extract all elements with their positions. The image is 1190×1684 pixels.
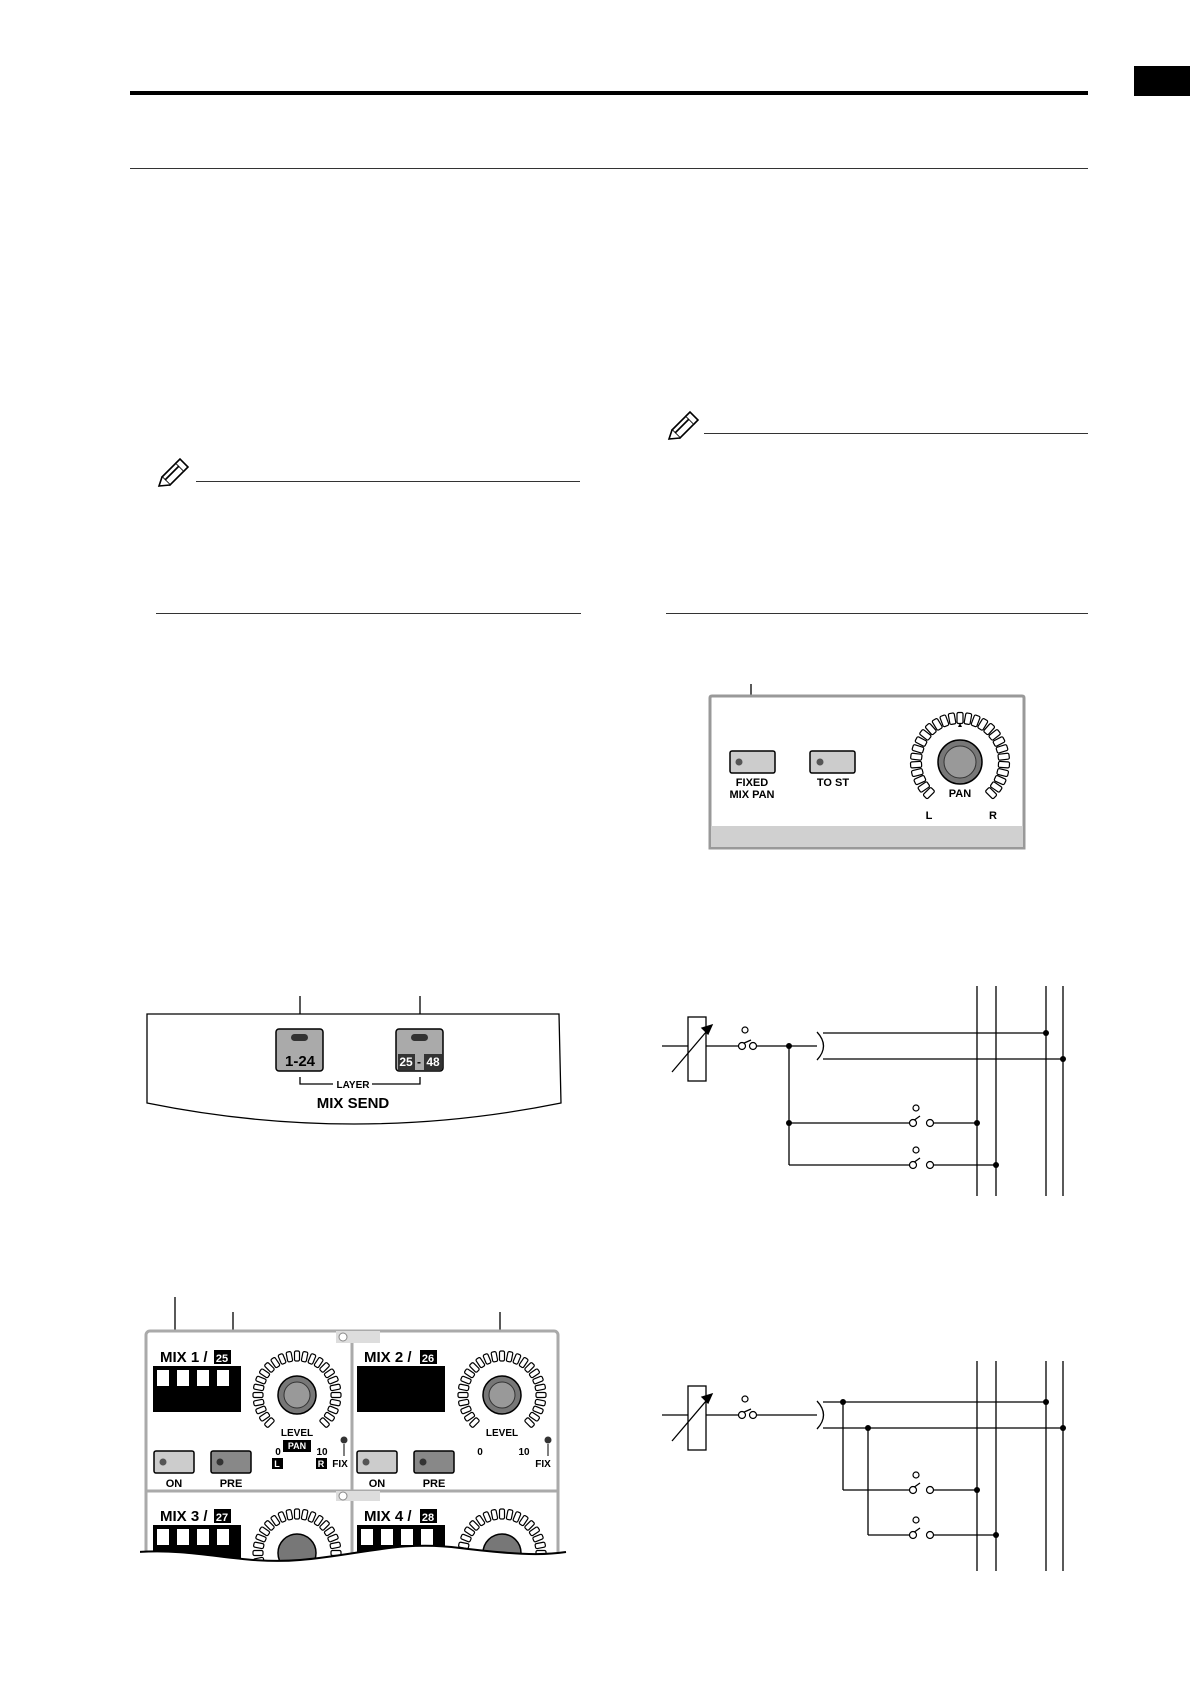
pan-l-label: L xyxy=(925,810,933,822)
mix1-l-label: L xyxy=(274,1459,280,1469)
led-segment xyxy=(330,1399,341,1406)
display-cell xyxy=(197,1529,209,1545)
note-pencil-icon xyxy=(666,408,700,442)
layer-48-label: 48 xyxy=(426,1055,440,1069)
led-segment xyxy=(286,1351,293,1362)
led-segment xyxy=(535,1384,546,1391)
led-segment xyxy=(301,1509,308,1520)
led-segment xyxy=(491,1351,498,1362)
signal-flow-diagram-2 xyxy=(655,1355,1075,1575)
led-segment xyxy=(253,1393,263,1398)
display-cell xyxy=(177,1370,189,1386)
led-segment xyxy=(948,713,956,725)
led-segment xyxy=(506,1351,513,1362)
led-segment xyxy=(458,1399,469,1406)
led-segment xyxy=(910,761,921,768)
led-segment xyxy=(500,1351,505,1361)
mix4-num: 28 xyxy=(421,1512,435,1524)
to-st-button[interactable] xyxy=(810,751,855,773)
mix1-pre-label: PRE xyxy=(219,1478,243,1490)
mix2-on-label: ON xyxy=(368,1478,386,1490)
display-cell xyxy=(217,1370,229,1386)
subsection-rule-right xyxy=(666,613,1088,614)
led-segment xyxy=(535,1542,546,1549)
mix2-fix-label: FIX xyxy=(535,1459,551,1470)
led-segment xyxy=(910,753,922,760)
mix3-num: 27 xyxy=(215,1512,229,1524)
led-segment xyxy=(253,1399,264,1406)
led-segment xyxy=(295,1509,300,1519)
note-rule-right xyxy=(704,433,1088,434)
mix2-ten-label: 10 xyxy=(518,1447,530,1458)
mix1-fix-label: FIX xyxy=(332,1459,348,1470)
mix1-on-button[interactable] xyxy=(154,1451,194,1473)
display-cell xyxy=(421,1529,433,1545)
display-cell xyxy=(361,1529,373,1545)
mix1-label: MIX 1 / xyxy=(160,1349,208,1366)
header-rule xyxy=(130,91,1088,95)
mix2-num: 26 xyxy=(421,1353,435,1365)
signal-flow-diagram-1 xyxy=(655,980,1075,1200)
mix1-r-label: R xyxy=(317,1459,325,1469)
display-cell xyxy=(197,1370,209,1386)
led-segment xyxy=(535,1399,546,1406)
led-segment xyxy=(998,761,1009,768)
led-segment xyxy=(458,1384,469,1391)
led-segment xyxy=(330,1542,341,1549)
mix2-pre-button[interactable] xyxy=(414,1451,454,1473)
led-segment xyxy=(536,1393,546,1398)
layer-label: LAYER xyxy=(336,1080,370,1091)
to-st-label: TO ST xyxy=(816,777,850,789)
mix1-pan-label: PAN xyxy=(287,1441,307,1451)
chapter-tab xyxy=(1134,66,1190,96)
mix2-display xyxy=(357,1366,445,1412)
led-segment xyxy=(500,1509,505,1519)
layer-25-label: 25 xyxy=(399,1055,413,1069)
led-segment xyxy=(331,1393,341,1398)
mix1-ten-label: 10 xyxy=(316,1447,328,1458)
mix2-level-label: LEVEL xyxy=(485,1428,519,1439)
display-cell xyxy=(177,1529,189,1545)
mix2-label: MIX 2 / xyxy=(364,1349,412,1366)
led-segment xyxy=(964,713,972,725)
mix1-num: 25 xyxy=(215,1353,229,1365)
mix3-label: MIX 3 / xyxy=(160,1508,208,1525)
led-segment xyxy=(295,1351,300,1361)
led-segment xyxy=(253,1551,263,1556)
mix1-zero-label: 0 xyxy=(275,1447,281,1458)
pan-r-label: R xyxy=(989,810,997,822)
led-segment xyxy=(286,1509,293,1520)
led-segment xyxy=(506,1509,513,1520)
led-segment xyxy=(253,1542,264,1549)
fixed-mix-pan-button[interactable] xyxy=(730,751,775,773)
display-cell xyxy=(381,1529,393,1545)
pan-label: PAN xyxy=(948,788,972,800)
pan-panel-illustration xyxy=(700,680,1030,852)
mix-send-layer-illustration xyxy=(140,990,570,1126)
mix2-on-button[interactable] xyxy=(357,1451,397,1473)
led-segment xyxy=(330,1384,341,1391)
display-cell xyxy=(401,1529,413,1545)
led-segment xyxy=(458,1393,468,1398)
note-rule-left xyxy=(196,481,580,482)
led-segment xyxy=(957,713,963,724)
display-cell xyxy=(217,1529,229,1545)
mix-section-illustration xyxy=(140,1290,570,1570)
fixed-label: FIXED xyxy=(735,777,769,789)
subsection-rule-left xyxy=(156,613,581,614)
led-segment xyxy=(491,1509,498,1520)
layer-1-24-label: 1-24 xyxy=(284,1053,316,1070)
mix2-zero-label: 0 xyxy=(477,1447,483,1458)
section-rule xyxy=(130,168,1088,169)
svg-text:-: - xyxy=(417,1055,421,1069)
mix1-level-label: LEVEL xyxy=(280,1428,314,1439)
mix-send-title: MIX SEND xyxy=(316,1095,390,1112)
mix2-pre-label: PRE xyxy=(422,1478,446,1490)
mix-pan-label: MIX PAN xyxy=(729,789,775,801)
display-cell xyxy=(157,1370,169,1386)
led-segment xyxy=(253,1384,264,1391)
mix4-label: MIX 4 / xyxy=(364,1508,412,1525)
led-segment xyxy=(998,753,1010,760)
mix1-on-label: ON xyxy=(165,1478,183,1490)
mix1-pre-button[interactable] xyxy=(211,1451,251,1473)
display-cell xyxy=(157,1529,169,1545)
note-pencil-icon xyxy=(156,455,190,489)
led-segment xyxy=(301,1351,308,1362)
